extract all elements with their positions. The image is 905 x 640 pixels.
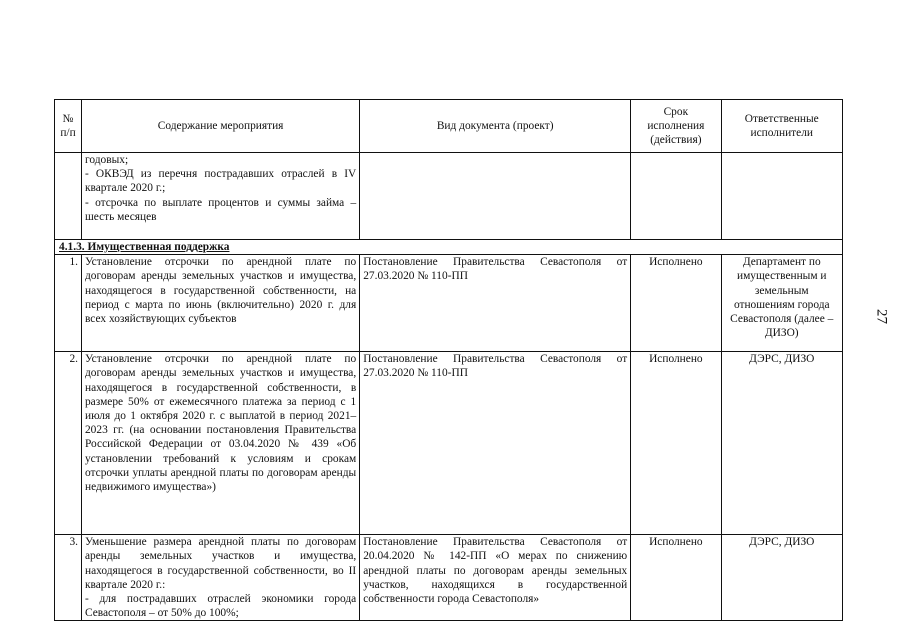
cell-deadline	[631, 153, 721, 240]
row-content: Установление отсрочки по арендной плате по договорам аренды земельных участков и имущества, находящегося в государственной собственности, в размере 50% от ежемесячного платежа за период с 1 июля до 1 октября 2020 г. с выплатой в период 2021–2023 гг. (на основании постановления Правительства Российской Федерации от 03.04.2020 № 439 «Об установлении требований к условиям и срокам отсрочки уплаты арендной платы по договорам аренды недвижимого имущества»)	[81, 352, 359, 535]
cell-content	[81, 153, 359, 240]
header-deadline: Срок исполнения (действия)	[631, 100, 721, 153]
table-row	[55, 535, 843, 621]
row-content: Установление отсрочки по арендной плате по договорам аренды земельных участков и имущества, находящегося в государственной собственности, на период с марта по июнь (включительно) 2020 г. для всех хозяйствующих субъектов	[81, 255, 359, 352]
row-document: Постановление Правительства Севастополя от 20.04.2020 № 142-ПП «О мерах по снижению арендной платы по договорам аренды земельных участков, находящихся в государственной собственности города Севастополя»	[360, 535, 631, 621]
table-row	[55, 255, 843, 352]
page-number: 27	[873, 309, 890, 324]
cell-responsible	[721, 153, 843, 240]
row-responsible: Департамент по имущественным и земельным отношениям города Севастополя (далее – ДИЗО)	[721, 255, 843, 352]
section-title: 4.1.3. Имущественная поддержка	[55, 240, 843, 255]
header-responsible: Ответственные исполнители	[721, 100, 843, 153]
row-responsible: ДЭРС, ДИЗО	[721, 352, 843, 535]
row-content-line: Уменьшение размера арендной платы по договорам аренды земельных участков и имущества, находящегося в государственной собственности, во II квартале 2020 г.:	[84, 536, 357, 591]
row-content-line: - для пострадавших отраслей экономики города Севастополя – от 50% до 100%;	[84, 593, 357, 620]
continuation-row	[55, 153, 843, 240]
row-content	[81, 535, 359, 621]
row-number: 2.	[55, 352, 82, 535]
header-num: № п/п	[55, 100, 82, 153]
row-number: 3.	[55, 535, 82, 621]
row-document: Постановление Правительства Севастополя от 27.03.2020 № 110-ПП	[360, 255, 631, 352]
header-content: Содержание мероприятия	[81, 100, 359, 153]
cell-doc	[360, 153, 631, 240]
row-responsible: ДЭРС, ДИЗО	[721, 535, 843, 621]
table-row	[55, 352, 843, 535]
row-document: Постановление Правительства Севастополя от 27.03.2020 № 110-ПП	[360, 352, 631, 535]
continuation-line: - ОКВЭД из перечня пострадавших отраслей в IV квартале 2020 г.;	[84, 168, 357, 195]
table-header-row	[55, 100, 843, 153]
continuation-line: годовых;	[84, 154, 129, 166]
row-deadline: Исполнено	[631, 535, 721, 621]
continuation-line: - отсрочка по выплате процентов и суммы займа – шесть месяцев	[84, 196, 357, 223]
measures-table	[54, 99, 843, 621]
section-row	[55, 240, 843, 255]
row-deadline: Исполнено	[631, 255, 721, 352]
cell-num	[55, 153, 82, 240]
header-doc: Вид документа (проект)	[360, 100, 631, 153]
row-deadline: Исполнено	[631, 352, 721, 535]
row-number: 1.	[55, 255, 82, 352]
